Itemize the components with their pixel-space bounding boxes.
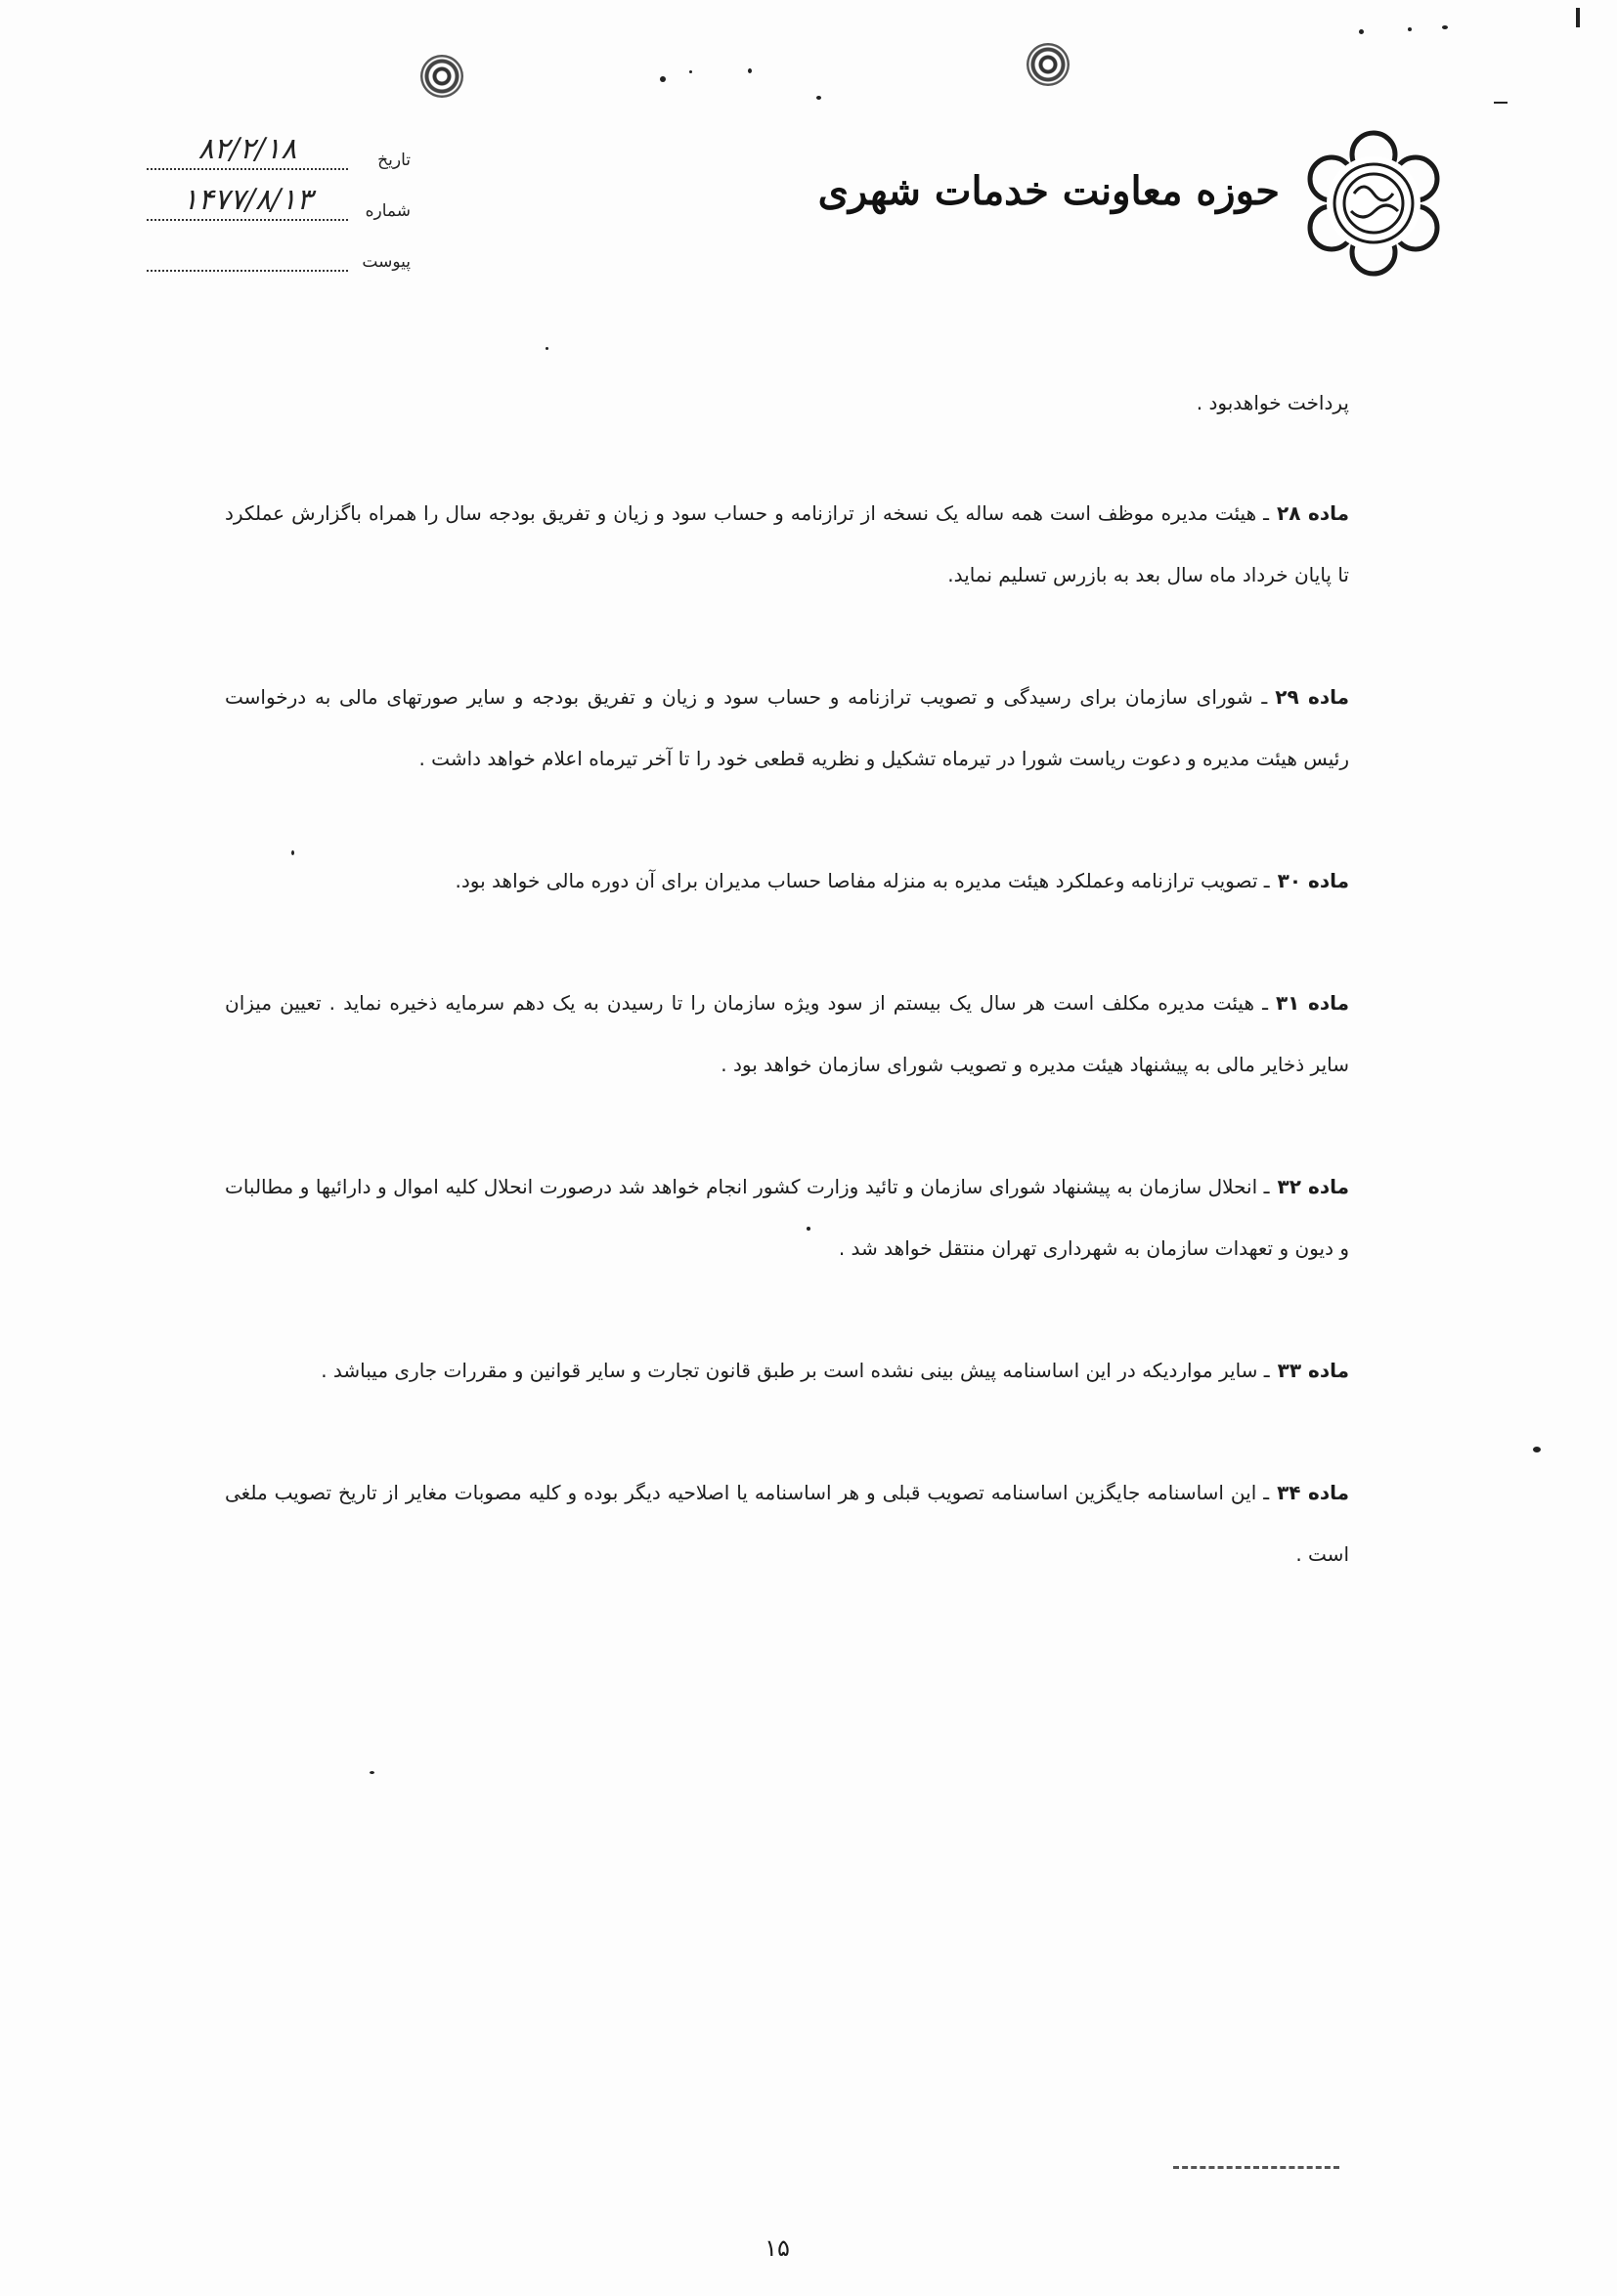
seal-ornament-left xyxy=(420,55,463,98)
date-value: ۸۲/۲/۱۸ xyxy=(147,133,348,170)
article-text: این اساسنامه جایگزین اساسنامه تصویب قبلی و هر اساسنامه یا اصلاحیه دیگر بوده و کلیه مصوبات مغایر از تاریخ تصویب ملغی است . xyxy=(225,1481,1349,1566)
scan-speck xyxy=(1494,102,1508,104)
article-label: ماده ۲۸ xyxy=(1277,501,1349,525)
article-text: هیئت مدیره مکلف است هر سال یک بیستم از سود ویژه سازمان را تا رسیدن به یک دهم سرمایه ذخیره نماید . تعیین میزان سایر ذخایر مالی به پیشنهاد هیئت مدیره و تصویب شورای سازمان خواهد بود . xyxy=(225,991,1349,1076)
article-text: سایر مواردیکه در این اساسنامه پیش بینی نشده است بر طبق قانون تجارت و سایر قوانین و مقررات جاری میباشد . xyxy=(321,1359,1258,1382)
number-label: شماره xyxy=(365,201,411,221)
article-30: ماده ۳۰ـ تصویب ترازنامه وعملکرد هیئت مدیره به منزله مفاصا حساب مدیران برای آن دوره مالی خواهد بود. xyxy=(455,869,1349,892)
article-33: ماده ۳۳ـ سایر مواردیکه در این اساسنامه پیش بینی نشده است بر طبق قانون تجارت و سایر قوانین و مقررات جاری میباشد . xyxy=(321,1359,1349,1382)
scan-speck xyxy=(748,68,752,73)
page-number: ۱۵ xyxy=(765,2234,790,2262)
scan-speck xyxy=(1533,1447,1541,1452)
article-label: ماده ۳۱ xyxy=(1275,991,1349,1015)
article-28: ماده ۲۸ـ هیئت مدیره موظف است همه ساله یک نسخه از ترازنامه و حساب سود و زیان و تفریق بودجه سال را همراه باگزارش عملکرد تا پایان خرداد ماه سال بعد به بازرس تسلیم نماید. xyxy=(225,501,1349,586)
article-32: ماده ۳۲ـ انحلال سازمان به پیشنهاد شورای سازمان و تائید وزارت کشور انجام خواهد شد درصورت انحلال کلیه اموال و دارائیها و مطالبات و دیون و تعهدات سازمان به شهرداری تهران منتقل خواهد شد . xyxy=(225,1175,1349,1260)
letter-meta xyxy=(147,119,411,272)
continuation-text: پرداخت خواهدبود . xyxy=(1196,391,1349,414)
organization-title: حوزه معاونت خدمات شهری xyxy=(817,168,1280,214)
footer-dashed-rule xyxy=(1173,2166,1339,2169)
attachment-label: پیوست xyxy=(362,252,411,272)
article-label: ماده ۳۲ xyxy=(1277,1175,1349,1198)
article-label: ماده ۲۹ xyxy=(1275,685,1350,709)
document-body xyxy=(225,379,1349,1646)
scan-speck xyxy=(1442,25,1448,29)
attachment-row xyxy=(147,221,411,272)
scan-speck xyxy=(546,347,548,350)
number-row xyxy=(147,170,411,221)
article-text: هیئت مدیره موظف است همه ساله یک نسخه از ترازنامه و حساب سود و زیان و تفریق بودجه سال را همراه باگزارش عملکرد تا پایان خرداد ماه سال بعد به بازرس تسلیم نماید. xyxy=(225,501,1349,586)
scan-speck xyxy=(660,76,666,82)
article-text: انحلال سازمان به پیشنهاد شورای سازمان و تائید وزارت کشور انجام خواهد شد درصورت انحلال کلیه اموال و دارائیها و مطالبات و دیون و تعهدات سازمان به شهرداری تهران منتقل خواهد شد . xyxy=(225,1175,1349,1260)
scan-speck xyxy=(689,70,692,73)
date-label: تاریخ xyxy=(377,151,411,170)
article-label: ماده ۳۳ xyxy=(1277,1359,1349,1382)
scan-speck xyxy=(816,96,821,100)
article-29: ماده ۲۹ـ شورای سازمان برای رسیدگی و تصویب ترازنامه و حساب سود و زیان و تفریق بودجه و سایر صورتهای مالی به درخواست رئیس هیئت مدیره و دعوت ریاست شورا در تیرماه تشکیل و نظریه قطعی خود را تا آخر تیرماه اعلام خواهد داشت . xyxy=(225,685,1350,770)
date-row xyxy=(147,119,411,170)
article-text: شورای سازمان برای رسیدگی و تصویب ترازنامه و حساب سود و زیان و تفریق بودجه و سایر صورتهای مالی به درخواست رئیس هیئت مدیره و دعوت ریاست شورا در تیرماه تشکیل و نظریه قطعی خود را تا آخر تیرماه اعلام خواهد داشت . xyxy=(225,685,1349,770)
article-text: تصویب ترازنامه وعملکرد هیئت مدیره به منزله مفاصا حساب مدیران برای آن دوره مالی خواهد بود. xyxy=(455,869,1258,892)
article-label: ماده ۳۴ xyxy=(1277,1481,1349,1504)
scan-speck xyxy=(1576,8,1580,27)
scan-speck xyxy=(1408,27,1412,31)
scan-speck xyxy=(1359,29,1364,34)
article-34: ماده ۳۴ـ این اساسنامه جایگزین اساسنامه تصویب قبلی و هر اساسنامه یا اصلاحیه دیگر بوده و کلیه مصوبات مغایر از تاریخ تصویب ملغی است . xyxy=(225,1481,1349,1566)
seal-ornament-right xyxy=(1027,43,1070,86)
article-31: ماده ۳۱ـ هیئت مدیره مکلف است هر سال یک بیستم از سود ویژه سازمان را تا رسیدن به یک دهم سرمایه ذخیره نماید . تعیین میزان سایر ذخایر مالی به پیشنهاد هیئت مدیره و تصویب شورای سازمان خواهد بود . xyxy=(225,991,1349,1076)
number-value: ۱۴۷۷/۸/۱۳ xyxy=(147,184,348,221)
scan-speck xyxy=(370,1771,374,1774)
article-label: ماده ۳۰ xyxy=(1277,869,1349,892)
attachment-value xyxy=(147,262,348,272)
